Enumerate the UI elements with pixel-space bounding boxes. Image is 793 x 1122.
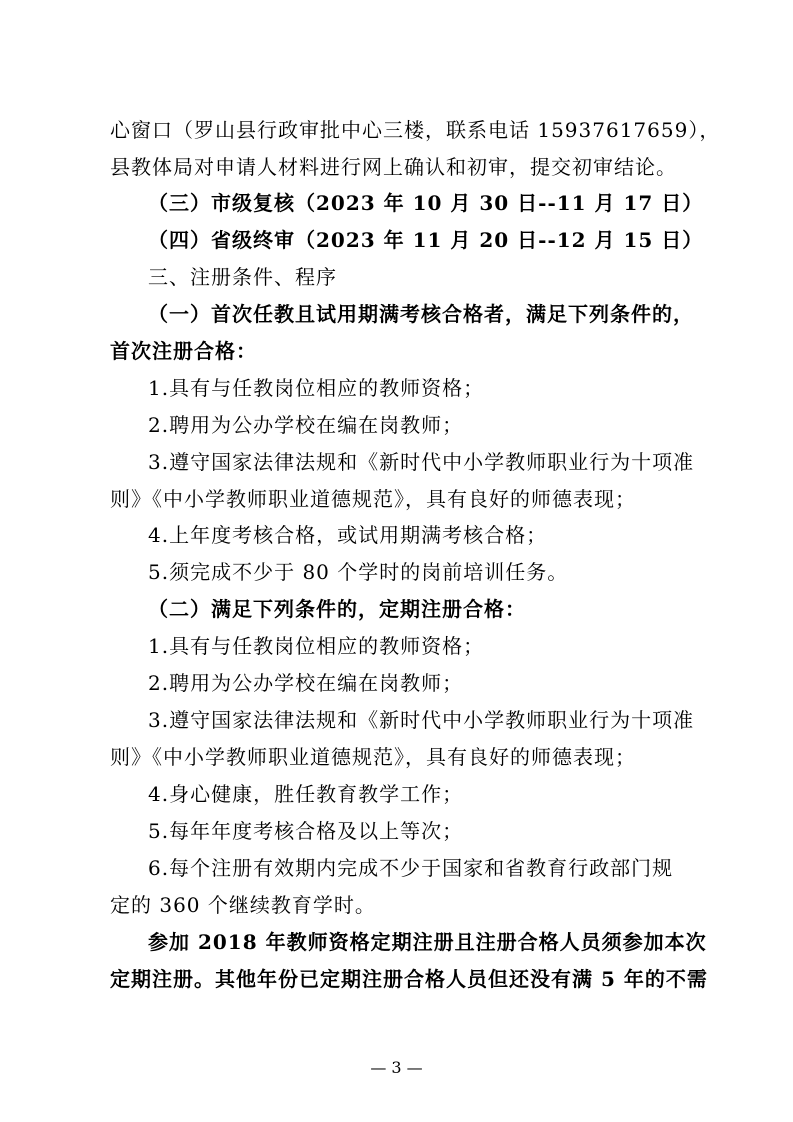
- list-item-continuation: 定的 360 个继续教育学时。: [110, 893, 376, 917]
- list-item: 2.聘用为公办学校在编在岗教师；: [148, 671, 464, 695]
- section-heading: （四）省级终审（2023 年 11 月 20 日--12 月 15 日）: [148, 228, 704, 252]
- list-item: 4.身心健康，胜任教育教学工作；: [148, 782, 464, 806]
- list-item-continuation: 则》《中小学教师职业道德规范》，具有良好的师德表现；: [110, 745, 636, 769]
- list-item: 4.上年度考核合格，或试用期满考核合格；: [148, 523, 548, 547]
- list-item: 6.每个注册有效期内完成不少于国家和省教育行政部门规: [148, 856, 674, 880]
- paragraph-line: 县教体局对申请人材料进行网上确认和初审，提交初审结论。: [110, 155, 677, 179]
- list-item: 5.须完成不少于 80 个学时的岗前培训任务。: [148, 560, 569, 584]
- list-item: 2.聘用为公办学校在编在岗教师；: [148, 413, 464, 437]
- list-item-continuation: 则》《中小学教师职业道德规范》，具有良好的师德表现；: [110, 487, 636, 511]
- section-heading: （三）市级复核（2023 年 10 月 30 日--11 月 17 日）: [148, 191, 704, 215]
- section-heading: 三、注册条件、程序: [148, 265, 337, 289]
- paragraph-line: 心窗口（罗山县行政审批中心三楼，联系电话 15937617659），: [110, 118, 721, 142]
- list-item: 1.具有与任教岗位相应的教师资格；: [148, 376, 485, 400]
- list-item: 3.遵守国家法律法规和《新时代中小学教师职业行为十项准: [148, 708, 695, 732]
- list-item: 5.每年年度考核合格及以上等次；: [148, 819, 464, 843]
- page-number: — 3 —: [370, 1058, 423, 1077]
- subsection-heading: （一）首次任教且试用期满考核合格者，满足下列条件的，: [148, 302, 694, 326]
- subsection-heading: （二）满足下列条件的，定期注册合格：: [148, 597, 526, 621]
- subsection-heading: 首次注册合格：: [110, 339, 257, 363]
- list-item: 3.遵守国家法律法规和《新时代中小学教师职业行为十项准: [148, 450, 695, 474]
- bold-paragraph-line: 参加 2018 年教师资格定期注册且注册合格人员须参加本次: [148, 930, 707, 954]
- list-item: 1.具有与任教岗位相应的教师资格；: [148, 634, 485, 658]
- bold-paragraph-line: 定期注册。其他年份已定期注册合格人员但还没有满 5 年的不需: [110, 967, 708, 991]
